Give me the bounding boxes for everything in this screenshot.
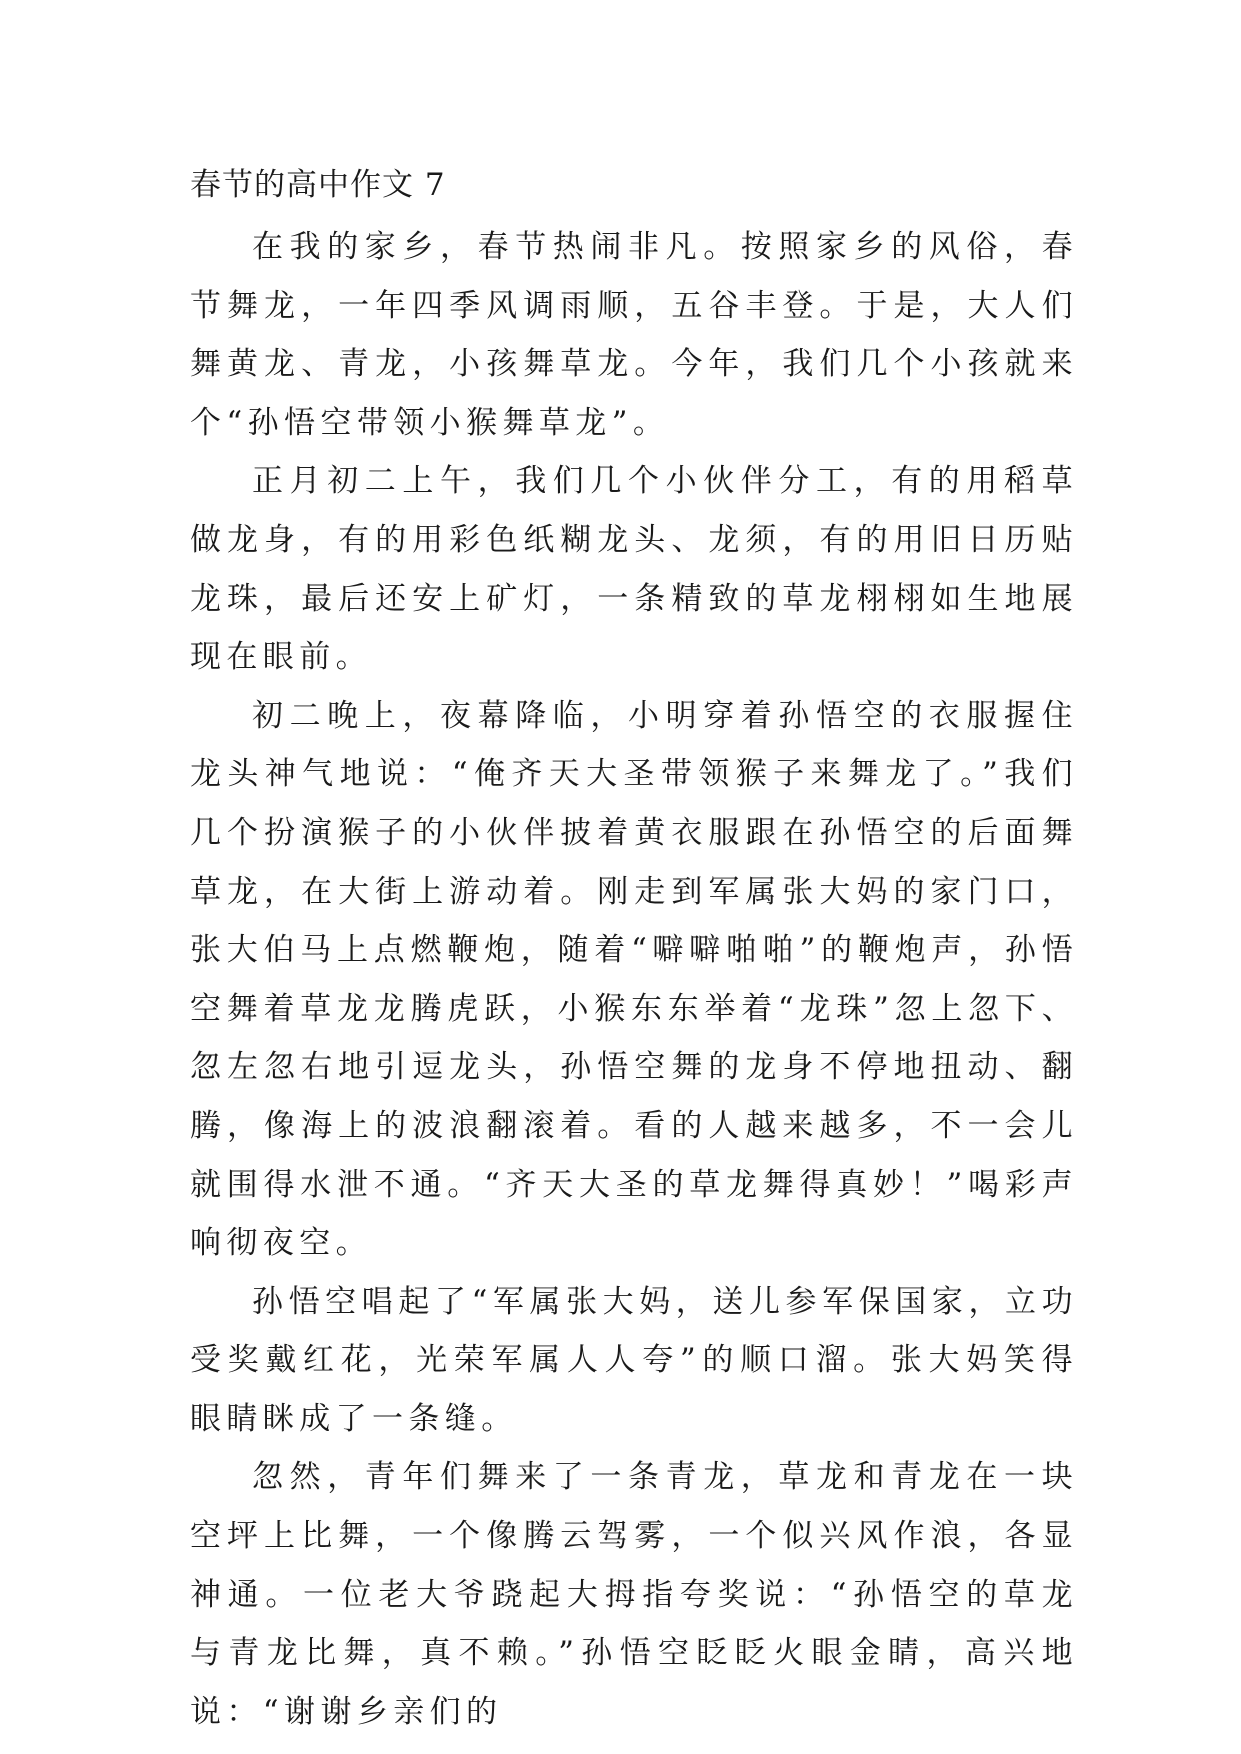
essay-body: [190, 218, 1078, 1741]
paragraph-4: 孙悟空唱起了“军属张大妈，送儿参军保国家，立功受奖戴红花，光荣军属人人夸”的顺口溜。张大妈笑得眼睛眯成了一条缝。: [190, 1283, 1078, 1437]
paragraph-3: 初二晚上，夜幕降临，小明穿着孙悟空的衣服握住龙头神气地说：“俺齐天大圣带领猴子来舞龙了。”我们几个扮演猴子的小伙伴披着黄衣服跟在孙悟空的后面舞草龙，在大街上游动着。刚走到军属张大妈的家门口，张大伯马上点燃鞭炮，随着“噼噼啪啪”的鞭炮声，孙悟空舞着草龙龙腾虎跃，小猴东东举着“龙珠”忽上忽下、忽左忽右地引逗龙头，孙悟空舞的龙身不停地扭动、翻腾，像海上的波浪翻滚着。看的人越来越多，不一会儿就围得水泄不通。“齐天大圣的草龙舞得真妙！”喝彩声响彻夜空。: [190, 697, 1078, 1262]
paragraph-1: 在我的家乡，春节热闹非凡。按照家乡的风俗，春节舞龙，一年四季风调雨顺，五谷丰登。于是，大人们舞黄龙、青龙，小孩舞草龙。今年，我们几个小孩就来个“孙悟空带领小猴舞草龙”。: [190, 229, 1078, 441]
paragraph-5: 忽然，青年们舞来了一条青龙，草龙和青龙在一块空坪上比舞，一个像腾云驾雾，一个似兴风作浪，各显神通。一位老大爷跷起大拇指夸奖说：“孙悟空的草龙与青龙比舞，真不赖。”孙悟空眨眨火眼金睛，高兴地说：“谢谢乡亲们的: [190, 1459, 1078, 1730]
document-title: 春节的高中作文 7: [190, 167, 446, 203]
paragraph-2: 正月初二上午，我们几个小伙伴分工，有的用稻草做龙身，有的用彩色纸糊龙头、龙须，有的用旧日历贴龙珠，最后还安上矿灯，一条精致的草龙栩栩如生地展现在眼前。: [190, 463, 1078, 676]
